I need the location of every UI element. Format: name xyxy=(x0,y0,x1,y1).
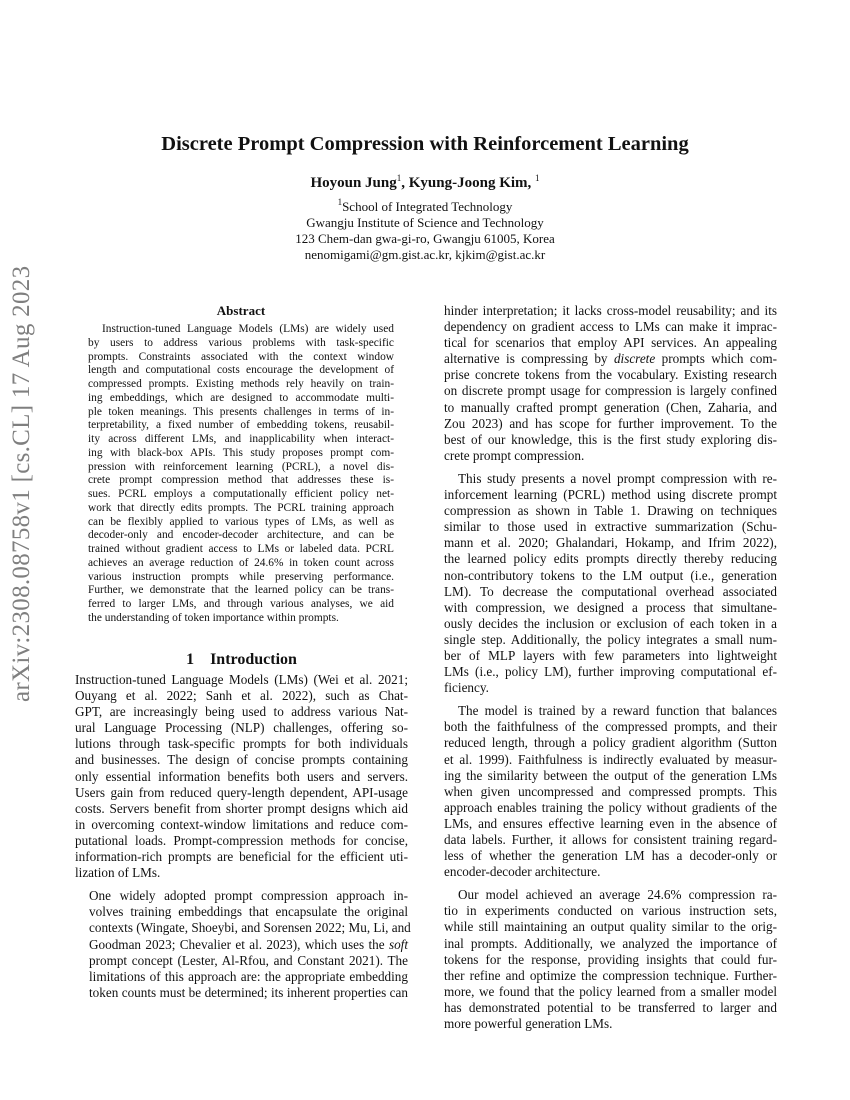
text-line: more, we found that the policy learned from a smaller model xyxy=(444,983,777,999)
text-line: crete prompt compression method that addresses these is- xyxy=(88,474,394,487)
text-line: length and computational costs encourage the development of xyxy=(88,364,394,377)
affiliation-line xyxy=(0,199,850,215)
text-line: both the faithfulness of the compressed prompts, and their xyxy=(444,719,777,735)
text-line: compression as shown in Table 1. Drawing on techniques xyxy=(444,503,777,519)
text-line: limitations of this approach are: the appropriate embedding xyxy=(89,968,408,984)
text-line: when given uncompressed and compressed prompts. This xyxy=(444,783,777,799)
paragraph xyxy=(75,672,408,881)
text-line: putational loads. Prompt-compression methods for concise, xyxy=(75,832,408,848)
text-line: prompts. Constraints associated with the context window xyxy=(88,350,394,363)
text-line: tio in experiments conducted on various instruction sets, xyxy=(444,903,777,919)
text-line: costs. Servers benefit from shorter prompt designs which aid xyxy=(75,800,408,816)
text-line: ber of MLP layers with few parameters into lightweight xyxy=(444,647,777,663)
text-line: approach enables training the policy without gradients of the xyxy=(444,799,777,815)
author-separator: , xyxy=(401,175,409,191)
text-line: to manually crafted prompt generation (Chen, Zaharia, and xyxy=(444,399,777,415)
emphasis: discrete xyxy=(613,351,656,367)
text-line: mann et al. 2020; Ghalandari, Hokamp, and Ifrim 2022), xyxy=(444,535,777,551)
text-line: dependency on gradient access to LMs can make it imprac- xyxy=(444,319,777,335)
text-line: Instruction-tuned Language Models (LMs) are widely used xyxy=(102,323,394,335)
text-line: Ouyang et al. 2022; Sanh et al. 2022), such as Chat- xyxy=(75,688,408,704)
text-line: sues. PCRL employs a computationally efficient policy net- xyxy=(88,488,394,500)
text-line: One widely adopted prompt compression approach in- xyxy=(89,888,408,904)
text-line: ural Language Processing (NLP) challenges, offering so- xyxy=(75,720,408,736)
text-line: can be flexibly applied to various types of LMs, as well as xyxy=(88,515,394,528)
affiliation-block xyxy=(0,199,850,263)
text-line: ferred to larger LMs, and through various analyses, we aid xyxy=(88,598,394,610)
text-line: ing embeddings, which are designed to accommodate multi- xyxy=(88,391,394,404)
text-line: by users to address various problems with task-specific xyxy=(88,336,394,349)
text-line: data labels. Further, it allows for consistent training regard- xyxy=(444,832,777,847)
author-name: Kyung-Joong Kim, xyxy=(408,175,532,191)
text-line: prompt concept (Lester, Al-Rfou, and Constant 2021). The xyxy=(89,952,408,968)
text-line xyxy=(75,937,408,953)
section-number: 1 xyxy=(186,651,195,668)
author-list xyxy=(0,175,850,192)
text-line: various instruction prompts while preserving performance. xyxy=(88,570,394,583)
text-run: Goodman 2023; Chevalier et al. 2023), which uses the xyxy=(89,936,389,952)
affiliation-marker: 1 xyxy=(337,197,343,207)
text-line: on discrete prompt usage for compression is largely confined xyxy=(444,383,777,399)
text-line: volves training embeddings that encapsulate the original xyxy=(89,904,408,920)
text-line: Instruction-tuned Language Models (LMs) (Wei et al. 2021; xyxy=(75,672,408,687)
emphasis: soft xyxy=(388,936,408,952)
text-line: LMs, and ensures effective learning even in the absence of xyxy=(444,815,777,831)
text-line: information-rich prompts are beneficial for the efficient uti- xyxy=(75,849,408,865)
text-line: tical for scenarios that employ API services. An appealing xyxy=(444,335,777,351)
text-line: reduced length, through a policy gradient algorithm (Sutton xyxy=(444,735,777,751)
paper-title: Discrete Prompt Compression with Reinforcement Learning xyxy=(161,133,689,155)
text-line: ing with black-box APIs. This study proposes prompt com- xyxy=(88,446,394,459)
text-run: prompts which com- xyxy=(655,351,777,367)
text-line: non-contributory tokens to the LM output (i.e., generation xyxy=(444,567,777,583)
text-line: lization of LMs. xyxy=(75,865,161,881)
text-line xyxy=(444,351,777,367)
left-column xyxy=(75,672,411,1001)
text-line: GPT, are increasingly being used to address various Nat- xyxy=(75,704,408,720)
text-line: only essential information benefits both users and servers. xyxy=(75,768,408,784)
text-line: lutions through task-specific prompts for both individuals xyxy=(75,736,408,752)
text-line: LMs (i.e., policy LM), further improving computational ef- xyxy=(444,664,777,680)
text-line: work that directly edits prompts. The PCRL training approach xyxy=(88,501,394,514)
arxiv-identifier-stamp: arXiv:2308.08758v1 [cs.CL] 17 Aug 2023 xyxy=(8,265,35,703)
text-line: ously decides the inclusion or exclusion of each token in a xyxy=(444,615,777,631)
text-line: LM). To decrease the computational overhead associated xyxy=(444,583,777,599)
text-line: while still maintaining an output quality similar to the orig- xyxy=(444,919,777,935)
text-line: contexts (Wingate, Shoeybi, and Sorensen 2022; Mu, Li, and xyxy=(89,920,411,936)
text-line: and businesses. The design of concise prompts containing xyxy=(75,752,408,768)
text-line: less of whether the generation LM has a decoder-only or xyxy=(444,848,777,864)
text-line: terpretability, a fixed number of embedding tokens, reusabil- xyxy=(88,419,394,432)
section-heading-introduction xyxy=(75,651,408,669)
paragraph xyxy=(444,703,777,880)
text-line: token counts must be determined; its inherent properties can xyxy=(89,984,408,1000)
affiliation-marker: 1 xyxy=(396,173,402,183)
affiliation-name: School of Integrated Technology xyxy=(342,199,513,214)
text-line: Our model achieved an average 24.6% compression ra- xyxy=(458,887,777,903)
text-line: ing the similarity between the output of the generation LMs xyxy=(444,767,777,783)
text-line: ple token meanings. This presents challenges in terms of in- xyxy=(88,405,394,418)
author-name: Hoyoun Jung xyxy=(310,175,397,191)
text-line: ther refine and optimize the compression technique. Further- xyxy=(444,967,777,983)
affiliation-line: Gwangju Institute of Science and Technology xyxy=(306,215,544,230)
abstract-body xyxy=(88,323,394,626)
text-line: crete prompt compression. xyxy=(444,447,585,463)
text-line: hinder interpretation; it lacks cross-model reusability; and its xyxy=(444,303,777,318)
text-line: inforcement learning (PCRL) method using discrete prompt xyxy=(444,487,777,503)
text-line: The model is trained by a reward function that balances xyxy=(458,703,777,719)
text-line: et al. 1999). Faithfulness is indirectly evaluated by measur- xyxy=(444,751,777,767)
text-line: best of our knowledge, this is the first study exploring dis- xyxy=(444,431,777,447)
text-line: ficiency. xyxy=(444,680,489,696)
text-line: the understanding of token importance within prompts. xyxy=(88,611,339,624)
text-line: Zou 2023) and has scope for further improvement. To the xyxy=(444,415,777,431)
text-line: tokens for the response, providing insights that could fur- xyxy=(444,951,777,967)
affiliation-marker: 1 xyxy=(535,173,540,183)
text-line: prise concrete tokens from the vocabulary. Existing research xyxy=(444,367,777,383)
right-column xyxy=(444,303,777,1032)
affiliation-emails: nenomigami@gm.gist.ac.kr, kjkim@gist.ac.kr xyxy=(304,247,546,262)
text-line: with compression, we designed a process that simultane- xyxy=(444,599,777,615)
text-line: pression with reinforcement learning (PCRL), a novel dis- xyxy=(88,460,394,473)
text-line: similar to those used in extractive summarization (Schu- xyxy=(444,519,777,535)
affiliation-line: 123 Chem-dan gwa-gi-ro, Gwangju 61005, Korea xyxy=(295,231,555,246)
text-line: in overcoming context-window limitations and reduce com- xyxy=(75,816,408,832)
text-line: compressed prompts. Existing methods rely heavily on train- xyxy=(88,378,394,390)
text-line: inal prompts. Additionally, we analyzed the importance of xyxy=(444,935,777,951)
text-line: ity across different LMs, and inapplicability when interact- xyxy=(88,433,394,445)
text-line: more powerful generation LMs. xyxy=(444,1016,613,1032)
text-line: Further, we demonstrate that the learned policy can be trans- xyxy=(88,584,394,597)
paragraph xyxy=(444,303,777,464)
text-line: decoder-only and encoder-decoder architecture, and can be xyxy=(88,529,394,542)
paragraph xyxy=(444,471,777,696)
paragraph xyxy=(444,887,777,1032)
text-line: has demonstrated potential to be transferred to larger and xyxy=(444,999,777,1015)
text-line: achieves an average reduction of 24.6% in token count across xyxy=(88,556,394,569)
paragraph xyxy=(75,888,411,1001)
text-line: single step. Additionally, the policy integrates a small num- xyxy=(444,631,777,647)
section-title: Introduction xyxy=(210,651,297,668)
text-line: This study presents a novel prompt compression with re- xyxy=(458,470,777,486)
text-line: encoder-decoder architecture. xyxy=(444,864,601,880)
text-line: trained without gradient access to LMs or labeled data. PCRL xyxy=(88,543,394,555)
abstract-heading: Abstract xyxy=(216,303,266,318)
text-run: alternative is compressing by xyxy=(444,351,614,367)
text-line: the learned policy edits prompts directly thereby reducing xyxy=(444,551,777,567)
text-line: Users gain from reduced query-length dependent, API-usage xyxy=(75,784,408,800)
